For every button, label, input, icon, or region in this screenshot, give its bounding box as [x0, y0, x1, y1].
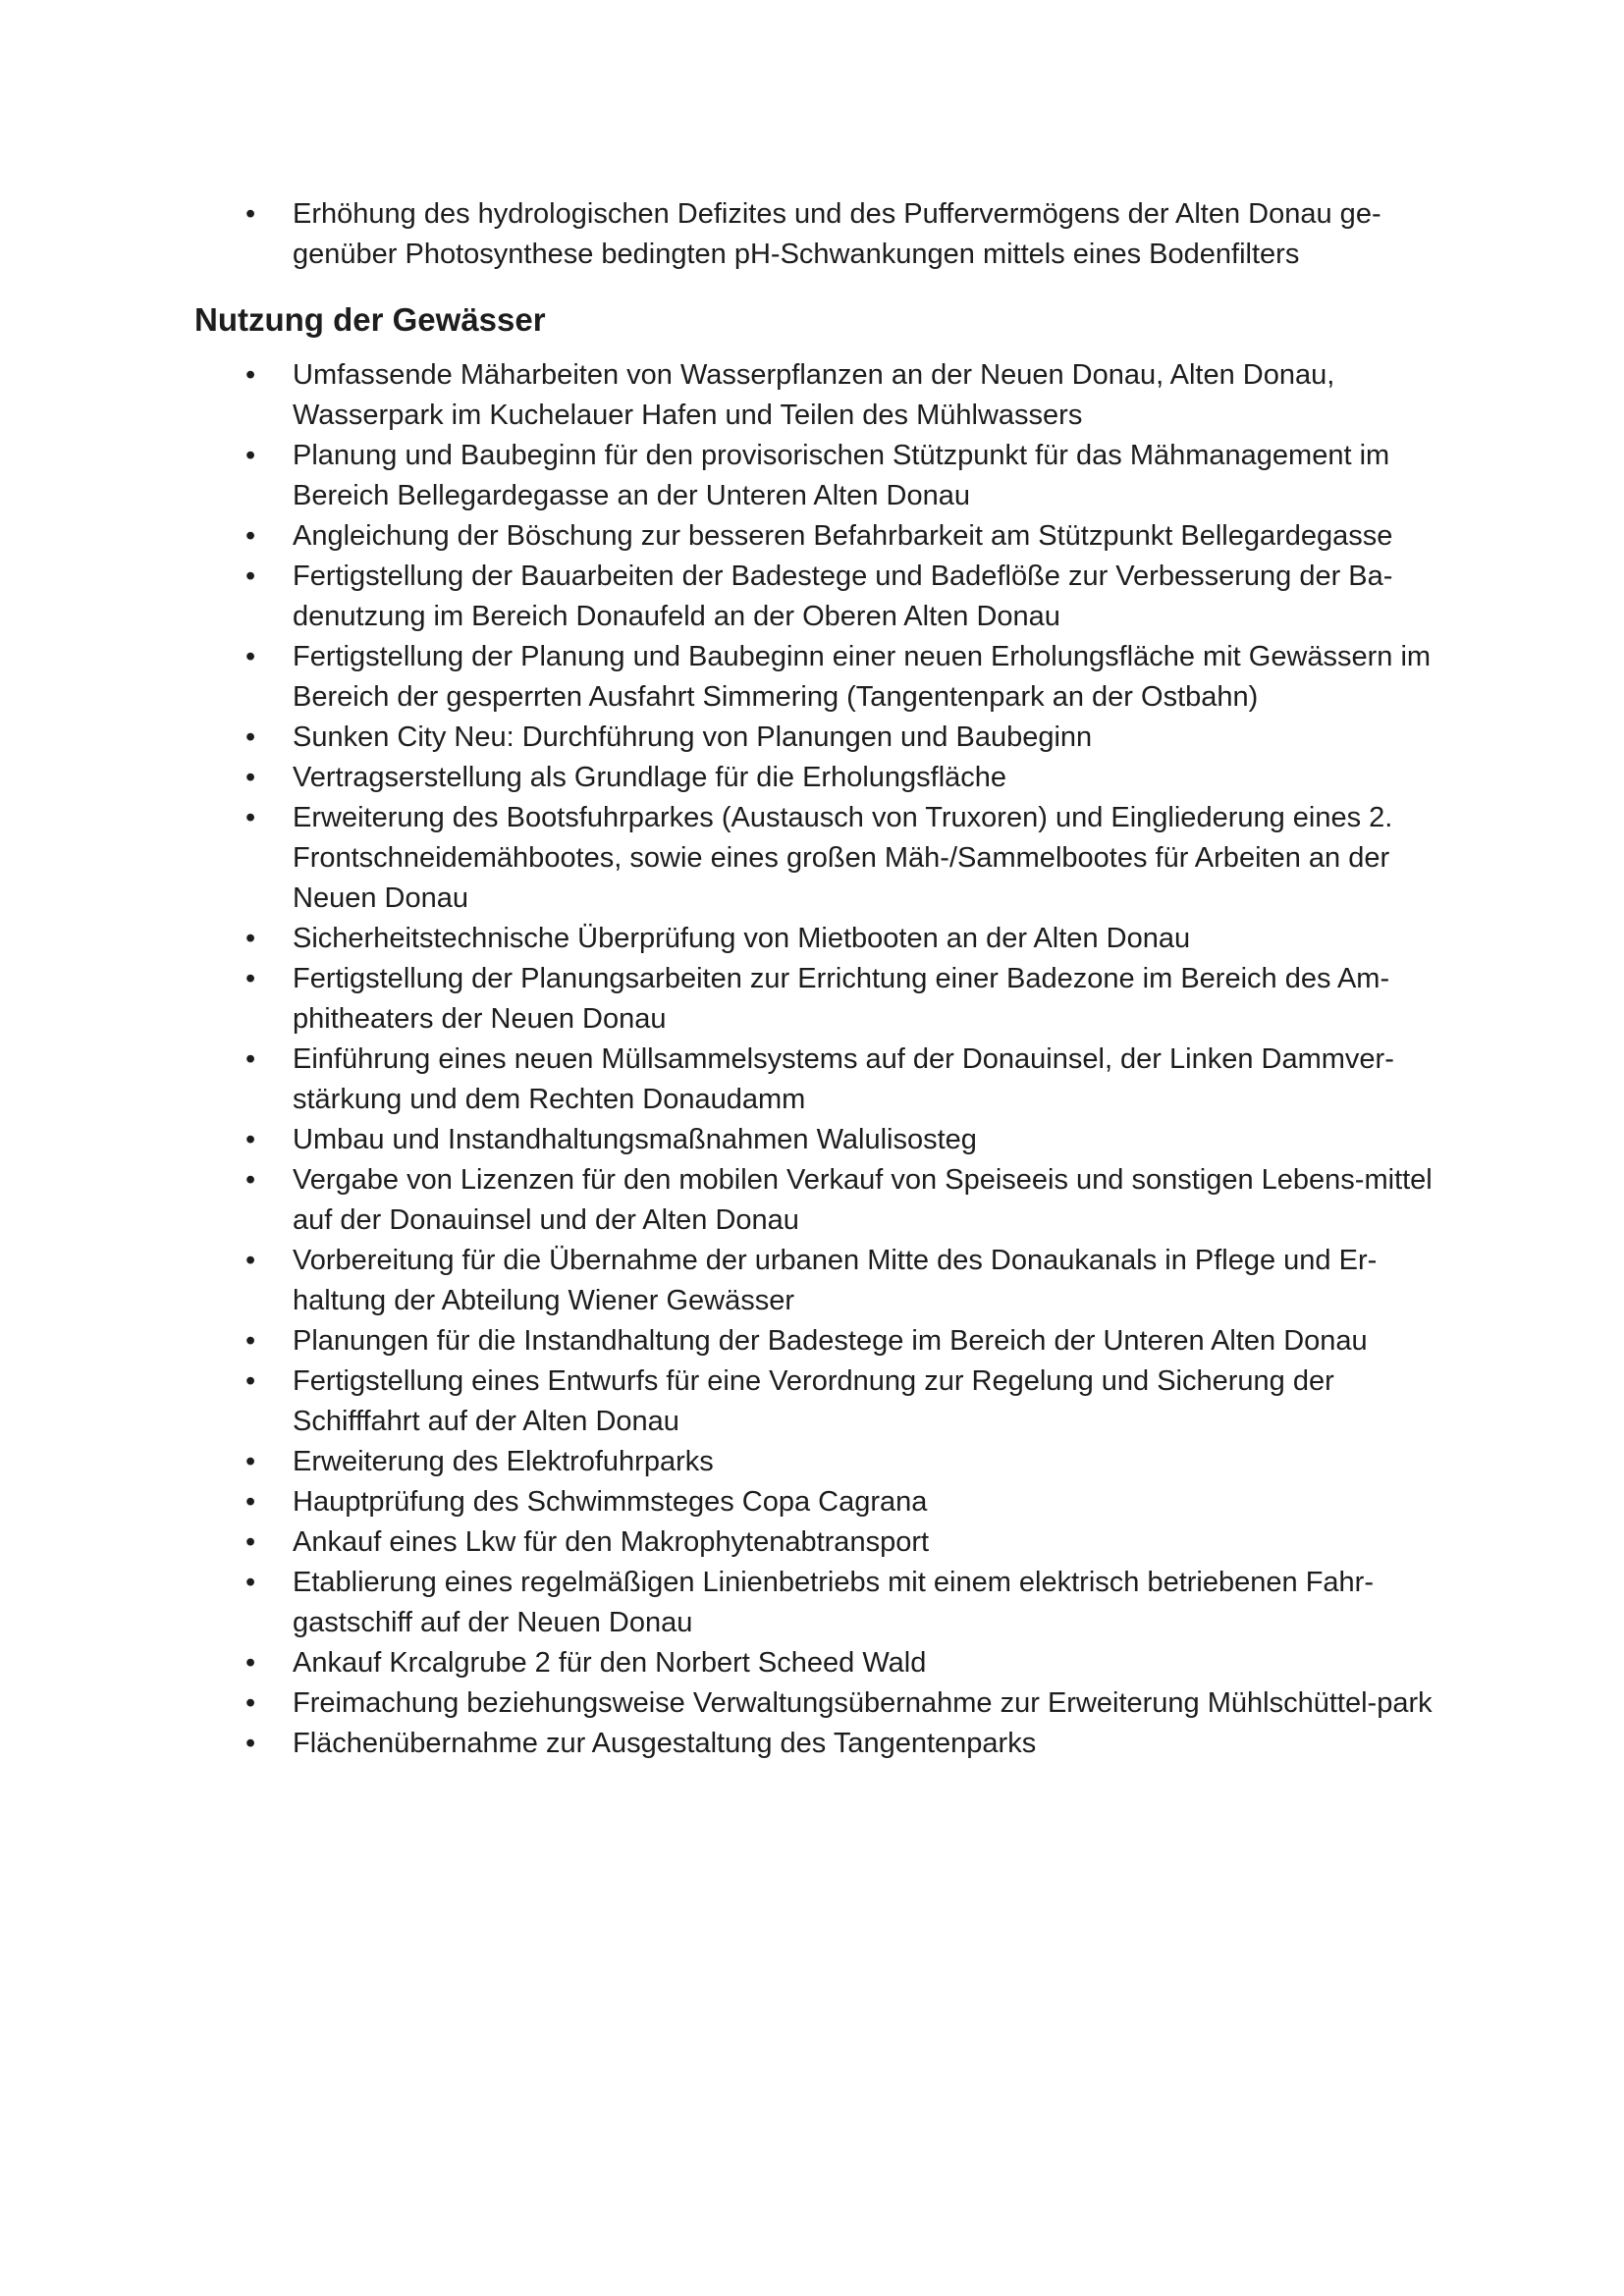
list-item: [194, 1482, 1441, 1522]
list-item-text: Erhöhung des hydrologischen Defizites und des Puffervermögens der Alten Donau ge-genüber Photosynthese bedingten pH-Schwankungen mittels eines Bodenfilters: [293, 198, 1381, 270]
page-content: [194, 194, 1441, 1764]
list-item: [194, 959, 1441, 1040]
list-item-text: Angleichung der Böschung zur besseren Befahrbarkeit am Stützpunkt Bellegardegasse: [293, 520, 1393, 552]
list-item-text: Vertragserstellung als Grundlage für die Erholungsfläche: [293, 762, 1007, 793]
list-item-text: Ankauf Krcalgrube 2 für den Norbert Scheed Wald: [293, 1647, 927, 1679]
list-item-text: Fertigstellung der Planung und Baubeginn einer neuen Erholungsfläche mit Gewässern im Bereich der gesperrten Ausfahrt Simmering (Tangentenpark an der Ostbahn): [293, 641, 1432, 713]
list-item: [194, 1563, 1441, 1643]
list-item: [194, 1160, 1441, 1241]
bullet-icon: •: [245, 1043, 256, 1075]
bullet-icon: •: [245, 1124, 256, 1155]
bullet-icon: •: [245, 1728, 256, 1759]
bullet-icon: •: [245, 802, 256, 833]
section-bullet-list: [194, 355, 1441, 1764]
bullet-icon: •: [245, 1325, 256, 1357]
list-item: [194, 436, 1441, 516]
list-item: [194, 1321, 1441, 1362]
bullet-icon: •: [245, 963, 256, 994]
bullet-icon: •: [245, 923, 256, 954]
list-item: [194, 919, 1441, 959]
list-item: [194, 194, 1441, 275]
list-item-text: Planungen für die Instandhaltung der Badestege im Bereich der Unteren Alten Donau: [293, 1325, 1368, 1357]
bullet-icon: •: [245, 440, 256, 471]
bullet-icon: •: [245, 762, 256, 793]
list-item: [194, 1724, 1441, 1764]
list-item-text: Sicherheitstechnische Überprüfung von Mietbooten an der Alten Donau: [293, 923, 1191, 954]
intro-bullet-list: [194, 194, 1441, 275]
list-item: [194, 1643, 1441, 1683]
list-item-text: Erweiterung des Bootsfuhrparkes (Austausch von Truxoren) und Eingliederung eines 2. Frontschneidemähbootes, sowie eines großen Mäh-/Sammelbootes für Arbeiten an der Neuen Donau: [293, 802, 1393, 914]
list-item: [194, 1241, 1441, 1321]
list-item: [194, 1362, 1441, 1442]
bullet-icon: •: [245, 520, 256, 552]
bullet-icon: •: [245, 561, 256, 592]
bullet-icon: •: [245, 1365, 256, 1397]
list-item: [194, 1120, 1441, 1160]
bullet-icon: •: [245, 1245, 256, 1276]
bullet-icon: •: [245, 1486, 256, 1518]
bullet-icon: •: [245, 641, 256, 672]
list-item-text: Umbau und Instandhaltungsmaßnahmen Walulisosteg: [293, 1124, 977, 1155]
list-item-text: Ankauf eines Lkw für den Makrophytenabtransport: [293, 1526, 930, 1558]
section-heading: Nutzung der Gewässer: [194, 301, 546, 338]
list-item-text: Freimachung beziehungsweise Verwaltungsübernahme zur Erweiterung Mühlschüttel-park: [293, 1687, 1433, 1719]
list-item: [194, 718, 1441, 758]
bullet-icon: •: [245, 1446, 256, 1477]
bullet-icon: •: [245, 721, 256, 753]
list-item: [194, 355, 1441, 436]
list-item-text: Erweiterung des Elektrofuhrparks: [293, 1446, 714, 1477]
bullet-icon: •: [245, 1647, 256, 1679]
list-item: [194, 1522, 1441, 1563]
list-item: [194, 1040, 1441, 1120]
list-item: [194, 516, 1441, 557]
list-item-text: Hauptprüfung des Schwimmsteges Copa Cagrana: [293, 1486, 928, 1518]
list-item-text: Fertigstellung der Planungsarbeiten zur Errichtung einer Badezone im Bereich des Am-phitheaters der Neuen Donau: [293, 963, 1390, 1035]
list-item-text: Fertigstellung der Bauarbeiten der Badestege und Badeflöße zur Verbesserung der Ba-denutzung im Bereich Donaufeld an der Oberen Alten Donau: [293, 561, 1393, 632]
bullet-icon: •: [245, 1567, 256, 1598]
list-item-text: Planung und Baubeginn für den provisorischen Stützpunkt für das Mähmanagement im Bereich Bellegardegasse an der Unteren Alten Donau: [293, 440, 1390, 511]
list-item: [194, 758, 1441, 798]
list-item-text: Sunken City Neu: Durchführung von Planungen und Baubeginn: [293, 721, 1093, 753]
list-item: [194, 557, 1441, 637]
list-item-text: Vorbereitung für die Übernahme der urbanen Mitte des Donaukanals in Pflege und Er-haltung der Abteilung Wiener Gewässer: [293, 1245, 1378, 1316]
list-item-text: Flächenübernahme zur Ausgestaltung des Tangentenparks: [293, 1728, 1037, 1759]
list-item: [194, 637, 1441, 718]
list-item: [194, 1442, 1441, 1482]
list-item-text: Einführung eines neuen Müllsammelsystems auf der Donauinsel, der Linken Dammver-stärkung und dem Rechten Donaudamm: [293, 1043, 1394, 1115]
list-item-text: Vergabe von Lizenzen für den mobilen Verkauf von Speiseeis und sonstigen Lebens-mittel auf der Donauinsel und der Alten Donau: [293, 1164, 1433, 1236]
list-item: [194, 1683, 1441, 1724]
bullet-icon: •: [245, 1687, 256, 1719]
list-item-text: Etablierung eines regelmäßigen Linienbetriebs mit einem elektrisch betriebenen Fahr-gastschiff auf der Neuen Donau: [293, 1567, 1374, 1638]
bullet-icon: •: [245, 1164, 256, 1196]
list-item-text: Umfassende Mäharbeiten von Wasserpflanzen an der Neuen Donau, Alten Donau, Wasserpark im Kuchelauer Hafen und Teilen des Mühlwassers: [293, 359, 1335, 431]
bullet-icon: •: [245, 1526, 256, 1558]
bullet-icon: •: [245, 198, 256, 230]
list-item-text: Fertigstellung eines Entwurfs für eine Verordnung zur Regelung und Sicherung der Schifffahrt auf der Alten Donau: [293, 1365, 1334, 1437]
bullet-icon: •: [245, 359, 256, 391]
list-item: [194, 798, 1441, 919]
